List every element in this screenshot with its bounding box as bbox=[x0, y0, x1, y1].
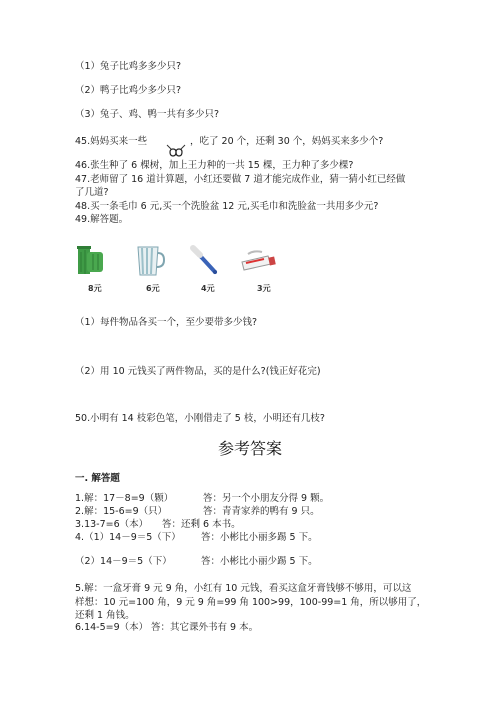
toothbrush-price: 4元 bbox=[201, 284, 215, 293]
cup-price: 6元 bbox=[146, 284, 160, 293]
answer-1-calc: 1.解：17－8=9（颗） bbox=[75, 493, 174, 504]
answer-3-text: 答：还剩 6 本书。 bbox=[162, 519, 241, 530]
question-47-line-1: 47.老师留了 16 道计算题，小红还要做 7 道才能完成作业，猜一猜小红已经做 bbox=[75, 174, 406, 185]
question-46: 46.张生种了 6 棵树，加上王力种的一共 15 棵，王力种了多少棵? bbox=[75, 160, 354, 171]
answer-6-text: 答：其它课外书有 9 本。 bbox=[151, 622, 259, 633]
answer-2-text: 答：青青家养的鸭有 9 只。 bbox=[203, 506, 320, 517]
answer-1-text: 答：另一个小朋友分得 9 颗。 bbox=[203, 493, 330, 504]
answer-5-line-3: 还剩 1 角钱。 bbox=[75, 610, 135, 621]
towel-icon bbox=[75, 244, 109, 278]
toothbrush-icon bbox=[190, 244, 222, 278]
answer-4-2-calc: （2）14－9＝5（下） bbox=[75, 556, 172, 567]
question-47-line-2: 了几道? bbox=[75, 187, 109, 198]
question-50: 50.小明有 14 枝彩色笔，小刚借走了 5 枝，小明还有几枝? bbox=[75, 413, 325, 424]
question-48: 48.买一条毛巾 6 元,买一个洗脸盆 12 元,买毛巾和洗脸盆一共用多少元? bbox=[75, 201, 379, 212]
cup-icon bbox=[134, 244, 166, 278]
answer-4-1-text: 答：小彬比小丽多踢 5 下。 bbox=[201, 532, 318, 543]
answer-5-line-2: 样想：10 元=100 角，9 元 9 角=99 角 100>99，100-99=1 角，所以够用了， bbox=[75, 597, 427, 608]
question-45-part-b: ，吃了 20 个，还剩 30 个，妈妈买来多少个? bbox=[190, 136, 384, 147]
question-3: （3）兔子、鸡、鸭一共有多少只? bbox=[75, 109, 220, 120]
question-2: （2）鸭子比鸡少多少只? bbox=[75, 85, 182, 96]
question-45-part-a: 45.妈妈买来一些 bbox=[75, 136, 148, 147]
answer-4-2-text: 答：小彬比小丽少踢 5 下。 bbox=[201, 556, 318, 567]
answer-6-calc: 6.14-5=9（本） bbox=[75, 622, 149, 633]
question-49: 49.解答题。 bbox=[75, 214, 129, 225]
answers-section-heading: 一. 解答题 bbox=[75, 473, 120, 484]
towel-price: 8元 bbox=[88, 284, 102, 293]
answer-5-line-1: 5.解：一盒牙膏 9 元 9 角，小红有 10 元钱，看买这盒牙膏钱够不够用，可以这 bbox=[75, 583, 412, 594]
question-49-part-1: （1）每件物品各买一个，至少要带多少钱? bbox=[75, 317, 258, 328]
answers-title: 参考答案 bbox=[217, 439, 282, 458]
question-1: （1）兔子比鸡多多少只? bbox=[75, 61, 182, 72]
toothpaste-icon bbox=[238, 248, 280, 274]
question-49-part-2: （2）用 10 元钱买了两件物品，买的是什么?(钱正好花完) bbox=[75, 366, 321, 377]
toothpaste-price: 3元 bbox=[257, 284, 271, 293]
glasses-icon bbox=[165, 143, 187, 159]
answer-3-calc: 3.13-7=6（本） bbox=[75, 519, 149, 530]
answer-4-1-calc: 4.（1）14－9＝5（下） bbox=[75, 532, 181, 543]
answer-2-calc: 2.解：15-6=9（只） bbox=[75, 506, 168, 517]
